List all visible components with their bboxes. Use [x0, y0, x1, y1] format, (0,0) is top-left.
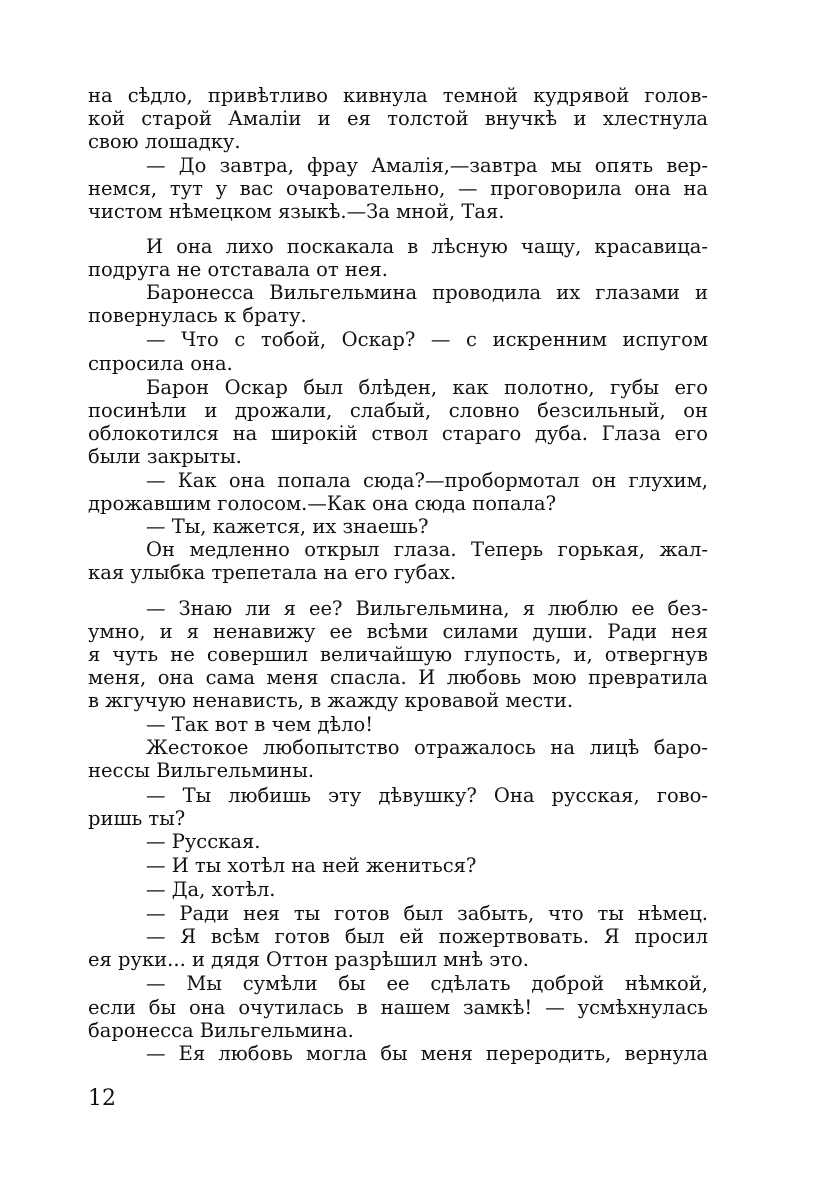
text-line: — Ради нея ты готов был забыть, что ты нѣмец. — [146, 902, 708, 925]
text-line: Баронесса Вильгельмина проводила их глазами и — [146, 281, 708, 304]
text-line: я чуть не совершил величайшую глупость, и, отвергнув — [88, 643, 708, 666]
text-line: в жгучую ненависть, в жажду кровавой мести. — [88, 689, 574, 712]
text-line: дрожавшим голосом.—Как она сюда попала? — [88, 492, 557, 515]
text-line: — Мы сумѣли бы ее сдѣлать доброй нѣмкой, — [146, 972, 708, 995]
text-line: умно, и я ненавижу ее всѣми силами души. Ради нея — [88, 620, 708, 643]
text-line: — Ты любишь эту дѣвушку? Она русская, гово- — [146, 784, 708, 807]
text-line: нессы Вильгельмины. — [88, 759, 315, 782]
text-line: — Да, хотѣл. — [146, 878, 276, 901]
text-line: облокотился на широкій ствол стараго дуба. Глаза его — [88, 422, 708, 445]
text-line: Жестокое любопытство отражалось на лицѣ баро- — [146, 736, 708, 759]
text-line: посинѣли и дрожали, слабый, словно безсильный, он — [88, 399, 708, 422]
text-line: были закрыты. — [88, 445, 242, 468]
text-line: кая улыбка трепетала на его губах. — [88, 561, 457, 584]
text-line: — Как она попала сюда?—пробормотал он глухим, — [146, 469, 708, 492]
text-line: на сѣдло, привѣтливо кивнула темной кудрявой голов- — [88, 84, 708, 107]
text-line: — До завтра, фрау Амалія,—завтра мы опять вер- — [146, 154, 708, 177]
text-line: Он медленно открыл глаза. Теперь горькая, жал- — [146, 538, 708, 561]
text-line: — Что с тобой, Оскар? — с искренним испугом — [146, 328, 708, 351]
text-line: баронесса Вильгельмина. — [88, 1019, 354, 1042]
text-line: если бы она очутилась в нашем замкѣ! — усмѣхнулась — [88, 996, 708, 1019]
text-line: — Я всѣм готов был ей пожертвовать. Я просил — [146, 925, 708, 948]
text-line: — Так вот в чем дѣло! — [146, 713, 374, 736]
text-line: чистом нѣмецком языкѣ.—За мной, Тая. — [88, 200, 505, 223]
text-line: ришь ты? — [88, 807, 186, 830]
text-line: ея руки... и дядя Оттон разрѣшил мнѣ это. — [88, 948, 529, 971]
page-text — [88, 84, 708, 1084]
text-line: — Ты, кажется, их знаешь? — [146, 515, 429, 538]
text-line: — И ты хотѣл на ней жениться? — [146, 854, 477, 877]
text-line: Барон Оскар был блѣден, как полотно, губы его — [146, 376, 708, 399]
text-line: меня, она сама меня спасла. И любовь мою превратила — [88, 666, 708, 689]
text-line: свою лошадку. — [88, 130, 241, 153]
text-line: немся, тут у вас очаровательно, — проговорила она на — [88, 177, 708, 200]
text-line: кой старой Амаліи и ея толстой внучкѣ и хлестнула — [88, 107, 708, 130]
page-number: 12 — [88, 1086, 116, 1111]
text-line: — Знаю ли я ее? Вильгельмина, я люблю ее без- — [146, 597, 708, 620]
text-line: — Ея любовь могла бы меня переродить, вернула — [146, 1042, 708, 1065]
text-line: И она лихо поскакала в лѣсную чащу, красавица- — [146, 235, 708, 258]
text-line: подруга не отставала от нея. — [88, 258, 388, 281]
text-line: спросила она. — [88, 352, 233, 375]
text-line: — Русская. — [146, 830, 261, 853]
text-line: повернулась к брату. — [88, 304, 307, 327]
